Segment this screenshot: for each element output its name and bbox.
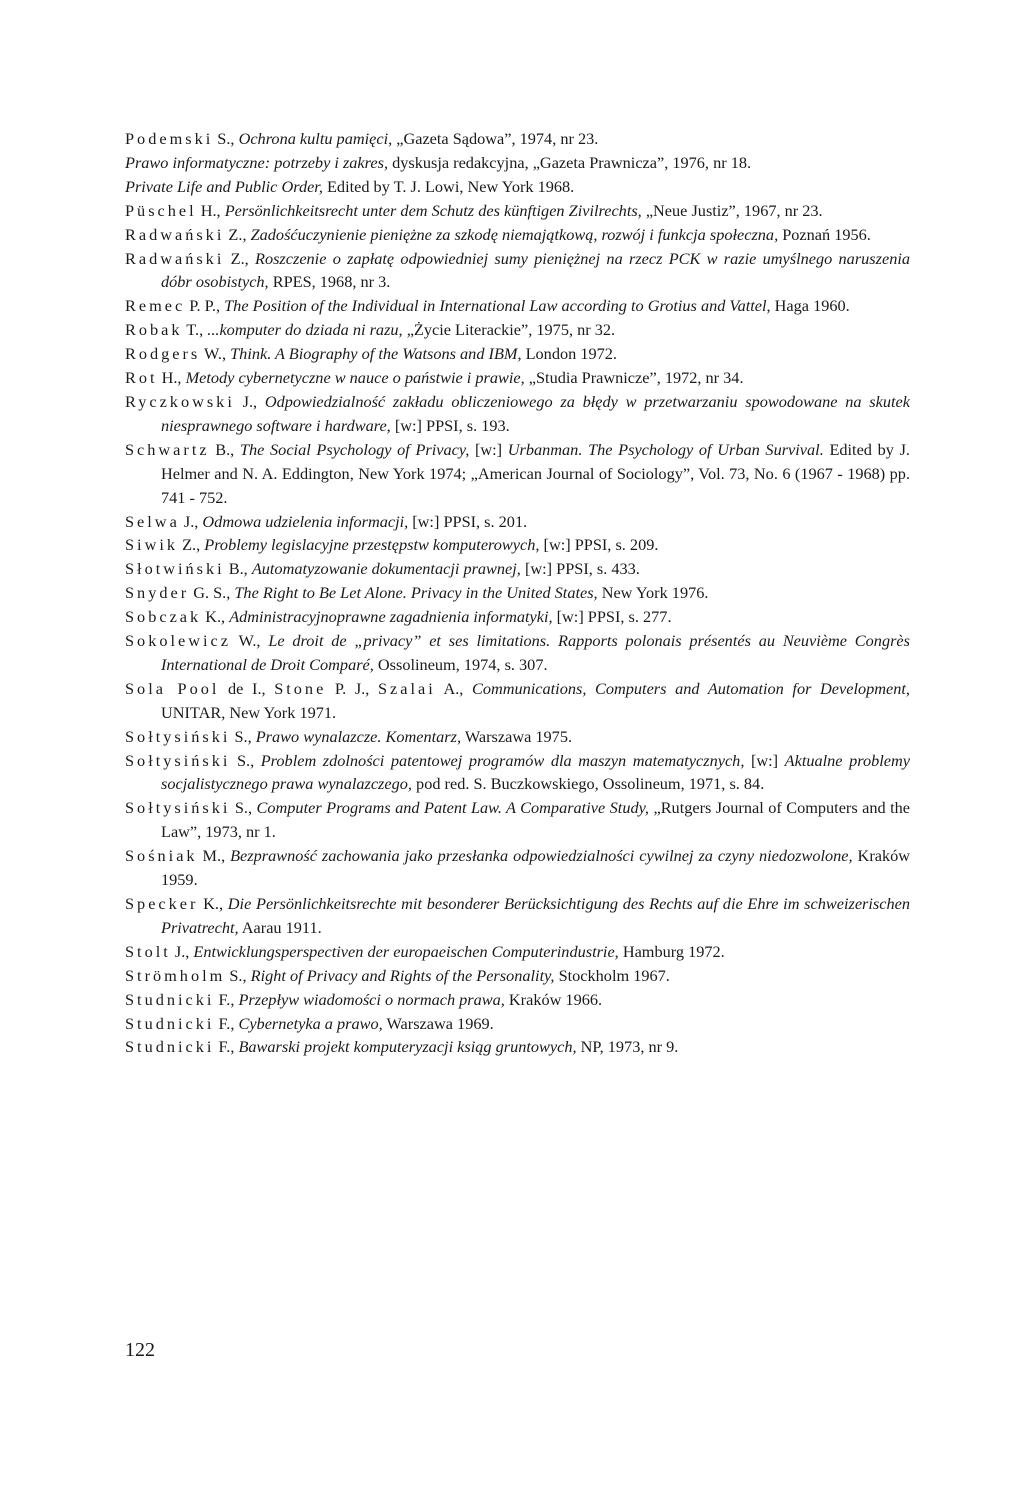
entry-author: Podemski — [125, 129, 214, 148]
bibliography-entry — [125, 223, 910, 247]
entry-text: P. P., — [185, 296, 225, 316]
entry-title: Automatyzowanie dokumentacji prawnej, — [251, 559, 521, 579]
entry-text: M., — [197, 846, 231, 866]
entry-text: Aarau 1911. — [238, 917, 322, 937]
bibliography-entry — [125, 366, 910, 390]
entry-author: Sośniak — [125, 846, 198, 866]
entry-author: Püschel — [125, 200, 197, 220]
entry-text: RPES, 1968, nr 3. — [268, 272, 391, 292]
entry-coauthor: Szalai — [377, 678, 436, 698]
entry-author: Selwa — [125, 511, 180, 531]
entry-author: Sołtysiński — [125, 750, 231, 770]
entry-text: J., — [234, 391, 265, 411]
entry-text: S., — [225, 965, 251, 985]
entry-text: „Studia Prawnicze”, 1972, nr 34. — [524, 368, 744, 388]
entry-title: Odmowa udzielenia informacji, — [202, 511, 409, 531]
bibliography-entry — [125, 629, 910, 677]
entry-title: Communications, Computers and Automation for Development, — [471, 678, 910, 698]
entry-text: Edited by J. Helmer and N. A. Eddington, New York 1974; „American Journal of Sociology”, Vol. 73, No. 6 (1967 - 1968) pp. 741 - 752. — [161, 439, 910, 507]
entry-coauthor: Stone — [274, 678, 327, 698]
bibliography-entry — [125, 749, 910, 797]
entry-text: W., — [230, 631, 269, 651]
entry-title: Prawo wynalazcze. Komentarz, — [255, 726, 462, 746]
entry-text: [w:] PPSI, s. 201. — [408, 511, 528, 531]
entry-text: London 1972. — [521, 344, 617, 364]
entry-author: Radwański — [125, 224, 225, 244]
entry-text: S., — [230, 798, 257, 818]
entry-text: J., — [179, 511, 203, 531]
entry-text: Haga 1960. — [770, 296, 850, 316]
entry-author: Remec — [125, 296, 186, 316]
entry-title: Persönlichkeitsrecht unter dem Schutz des künftigen Zivilrechts, — [224, 200, 642, 220]
entry-text: Kraków 1959. — [161, 846, 911, 890]
entry-author: Sołtysiński — [125, 726, 231, 746]
entry-text: Z., — [224, 224, 251, 244]
entry-author: Słotwiński — [125, 559, 225, 579]
entry-author: Sołtysiński — [125, 798, 231, 818]
bibliography-entry — [125, 151, 910, 175]
entry-text: T., — [182, 320, 208, 340]
entry-title: The Right to Be Let Alone. Privacy in the United States, — [234, 583, 598, 603]
bibliography-entry — [125, 127, 910, 151]
bibliography-entry — [125, 677, 910, 725]
entry-text: UNITAR, New York 1971. — [161, 702, 337, 722]
bibliography-entry — [125, 844, 910, 892]
entry-author: Studnicki — [125, 1013, 215, 1033]
entry-author: Sokolewicz — [125, 631, 231, 651]
entry-title: Ochrona kultu pamięci, — [238, 129, 393, 148]
entry-text: [w:] PPSI, s. 209. — [539, 535, 659, 555]
bibliography-entry — [125, 581, 910, 605]
entry-title: Die Persönlichkeitsrechte mit besonderer Berücksichtigung des Rechts auf die Ehre im schweizerischen Privatrecht, — [161, 894, 910, 937]
entry-title: Problemy legislacyjne przestępstw komputerowych, — [204, 535, 540, 555]
entry-text: „Neue Justiz”, 1967, nr 23. — [641, 200, 823, 220]
entry-text: H., — [196, 200, 225, 220]
entry-title: Private Life and Public Order, — [125, 176, 323, 196]
entry-text: A., — [435, 678, 472, 698]
entry-text: New York 1976. — [597, 583, 709, 603]
entry-text: F., — [214, 1013, 239, 1033]
bibliography-entry — [125, 438, 910, 510]
bibliography-entry — [125, 605, 910, 629]
entry-text: H., — [157, 368, 186, 388]
entry-text: „Gazeta Sądowa”, 1974, nr 23. — [392, 129, 599, 148]
entry-text: [w:] — [744, 750, 785, 770]
bibliography-entry — [125, 510, 910, 534]
entry-text: Warszawa 1969. — [382, 1013, 494, 1033]
entry-text: P. J., — [326, 678, 378, 698]
entry-author: Sola Pool — [125, 678, 220, 698]
bibliography-entry — [125, 247, 910, 295]
bibliography-entry — [125, 175, 910, 199]
bibliography-entry — [125, 988, 910, 1012]
bibliography-entry — [125, 892, 910, 940]
entry-author: Strömholm — [125, 965, 226, 985]
entry-text: [w:] PPSI, s. 433. — [520, 559, 640, 579]
entry-title: Przepływ wiadomości o normach prawa, — [238, 989, 505, 1009]
entry-text: J., — [170, 941, 194, 961]
entry-text: B., — [224, 559, 252, 579]
bibliography-entry — [125, 390, 910, 438]
entry-text: Warszawa 1975. — [461, 726, 573, 746]
entry-text: Edited by T. J. Lowi, New York 1968. — [322, 176, 575, 196]
entry-text: F., — [214, 1037, 239, 1057]
entry-text: S., — [230, 726, 256, 746]
entry-title: Bawarski projekt komputeryzacji ksiąg gruntowych, — [238, 1037, 577, 1057]
entry-title: Problem zdolności patentowej programów dla maszyn matematycznych, — [260, 750, 745, 770]
entry-title: Cybernetyka a prawo, — [238, 1013, 383, 1033]
entry-text: K., — [201, 607, 230, 627]
bibliography-entry — [125, 533, 910, 557]
entry-text: Stockholm 1967. — [554, 965, 670, 985]
bibliography-entry — [125, 1035, 910, 1059]
entry-text: [w:] — [469, 439, 508, 459]
entry-author: Rot — [125, 368, 158, 388]
entry-author: Studnicki — [125, 1037, 215, 1057]
entry-text: S., — [213, 129, 239, 148]
entry-title: Aktualne problemy socjalistycznego prawa wynalazczego, — [161, 750, 910, 794]
entry-title: Prawo informatyczne: potrzeby i zakres, — [125, 152, 389, 172]
entry-author: Sobczak — [125, 607, 202, 627]
entry-title: Think. A Biography of the Watsons and IBM, — [230, 344, 522, 364]
bibliography-entry — [125, 294, 910, 318]
entry-title: Zadośćuczynienie pieniężne za szkodę niemajątkową, rozwój i funkcja społeczna, — [250, 224, 779, 244]
bibliography-entry — [125, 342, 910, 366]
entry-text: [w:] PPSI, s. 193. — [390, 415, 510, 435]
entry-text: B., — [209, 439, 240, 459]
bibliography-entry — [125, 199, 910, 223]
entry-text: W., — [200, 344, 231, 364]
entry-title: Le droit de „privacy” et ses limitations. Rapports polonais présentés au Neuvième Congrès International de Droit Comparé, — [161, 631, 910, 674]
entry-text: „Rutgers Journal of Computers and the Law”, 1973, nr 1. — [161, 798, 911, 842]
entry-text: Kraków 1966. — [504, 989, 603, 1009]
bibliography-entry — [125, 725, 910, 749]
entry-title: Urbanman. The Psychology of Urban Survival. — [507, 439, 824, 459]
entry-author: Radwański — [125, 248, 225, 268]
entry-author: Stolt — [125, 941, 171, 961]
entry-text: „Życie Literackie”, 1975, nr 32. — [402, 320, 616, 340]
entry-text: K., — [198, 894, 228, 913]
entry-text: dyskusja redakcyjna, „Gazeta Prawnicza”, 1976, nr 18. — [388, 152, 752, 172]
bibliography-list — [125, 127, 910, 1059]
entry-text: de I., — [219, 678, 275, 698]
entry-author: Specker — [125, 894, 199, 913]
entry-author: Studnicki — [125, 989, 215, 1009]
entry-title: Roszczenie o zapłatę odpowiedniej sumy pieniężnej na rzecz PCK w razie umyślnego naruszenia dóbr osobistych, — [161, 248, 910, 292]
bibliography-entry — [125, 796, 910, 844]
entry-author: Siwik — [125, 535, 179, 555]
entry-title: Odpowiedzialność zakładu obliczeniowego za błędy w przetwarzaniu spowodowane na skutek niesprawnego software i hardware, — [161, 391, 910, 435]
entry-text: NP, 1973, nr 9. — [576, 1037, 679, 1057]
entry-text: F., — [214, 989, 239, 1009]
entry-text: S., — [230, 750, 261, 770]
entry-title: Computer Programs and Patent Law. A Comparative Study, — [256, 798, 649, 818]
bibliography-entry — [125, 318, 910, 342]
entry-author: Rodgers — [125, 344, 201, 364]
bibliography-entry — [125, 1012, 910, 1036]
entry-title: Right of Privacy and Rights of the Personality, — [250, 965, 555, 985]
entry-text: Poznań 1956. — [778, 224, 871, 244]
entry-title: The Position of the Individual in International Law according to Grotius and Vattel, — [224, 296, 771, 316]
entry-text: [w:] PPSI, s. 277. — [552, 607, 672, 627]
entry-text: Hamburg 1972. — [618, 941, 725, 961]
entry-text: G. S., — [189, 583, 235, 603]
entry-title: Entwicklungsperspectiven der europaeischen Computerindustrie, — [193, 941, 619, 961]
bibliography-entry — [125, 964, 910, 988]
entry-author: Robak — [125, 320, 183, 340]
entry-author: Schwartz — [125, 439, 210, 459]
entry-text: Z., — [178, 535, 205, 555]
entry-text: pod red. S. Buczkowskiego, Ossolineum, 1971, s. 84. — [411, 774, 765, 794]
entry-title: The Social Psychology of Privacy, — [239, 439, 470, 459]
entry-text: Ossolineum, 1974, s. 307. — [373, 654, 548, 674]
entry-text: Z., — [224, 248, 255, 268]
page-number: 122 — [125, 1339, 155, 1361]
entry-title: Metody cybernetyczne w nauce o państwie i prawie, — [185, 368, 525, 388]
entry-title: Bezprawność zachowania jako przesłanka odpowiedzialności cywilnej za czyny niedozwolone, — [230, 846, 853, 866]
entry-title: ...komputer do dziada ni razu, — [207, 320, 403, 340]
entry-title: Administracyjnoprawne zagadnienia informatyki, — [229, 607, 553, 627]
bibliography-entry — [125, 557, 910, 581]
entry-author: Snyder — [125, 583, 190, 603]
bibliography-entry — [125, 940, 910, 964]
entry-author: Ryczkowski — [125, 391, 235, 411]
